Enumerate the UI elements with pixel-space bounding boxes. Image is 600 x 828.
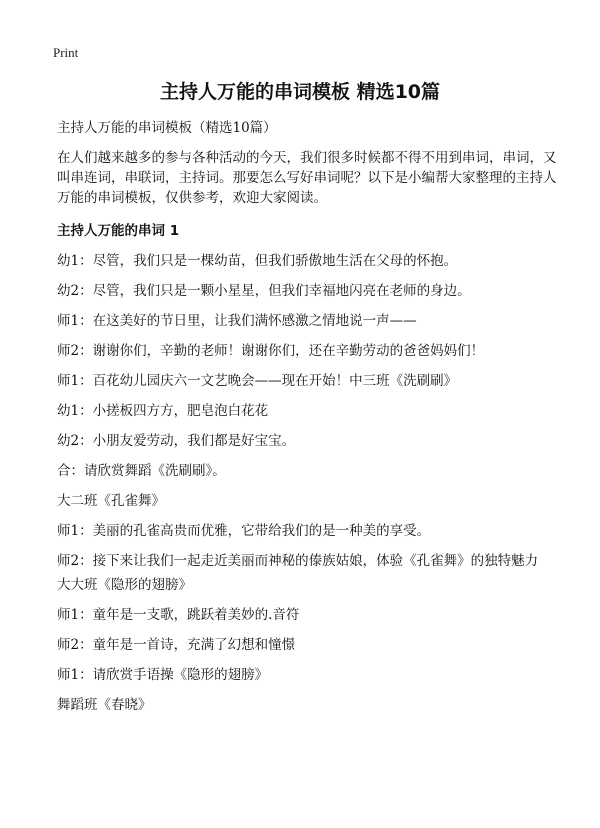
script-line: 合：请欣赏舞蹈《洗刷刷》。 — [57, 463, 226, 479]
script-line: 幼2：尽管，我们只是一颗小星星，但我们幸福地闪亮在老师的身边。 — [57, 283, 471, 299]
script-line: 大二班《孔雀舞》 — [57, 493, 165, 509]
script-line: 师2：童年是一首诗，充满了幻想和憧憬 — [57, 637, 296, 653]
script-line: 幼1：小搓板四方方，肥皂泡白花花 — [57, 403, 269, 419]
page-title: 主持人万能的串词模板 精选10篇 — [159, 81, 441, 103]
document-body — [57, 118, 557, 725]
script-line: 师1：请欣赏手语操《隐形的翅膀》 — [57, 667, 269, 683]
script-line: 大大班《隐形的翅膀》 — [57, 577, 192, 593]
script-line: 师1：童年是一支歌，跳跃着美妙的.音符 — [57, 607, 300, 623]
script-line: 师1：在这美好的节日里，让我们满怀感激之情地说一声—— — [57, 313, 417, 329]
script-line: 幼1：尽管，我们只是一棵幼苗，但我们骄傲地生活在父母的怀抱。 — [57, 253, 458, 269]
section-heading: 主持人万能的串词 1 — [57, 223, 180, 239]
script-line: 舞蹈班《春晓》 — [57, 697, 152, 713]
script-line: 师2：谢谢你们，辛勤的老师！谢谢你们，还在辛勤劳动的爸爸妈妈们！ — [57, 343, 485, 359]
document-subtitle: 主持人万能的串词模板（精选10篇） — [57, 120, 277, 136]
intro-paragraph: 在人们越来越多的参与各种活动的今天，我们很多时候都不得不用到串词，串词，又叫串连词，串联词，主持词。那要怎么写好串词呢？以下是小编帮大家整理的主持人万能的串词模板，仅供参考，欢迎大家阅读。 — [57, 150, 557, 206]
script-line: 幼2：小朋友爱劳动，我们都是好宝宝。 — [57, 433, 296, 449]
print-link[interactable]: Print — [53, 45, 79, 60]
script-line: 师1：美丽的孔雀高贵而优雅，它带给我们的是一种美的享受。 — [57, 523, 431, 539]
script-line: 师1：百花幼儿园庆六一文艺晚会——现在开始！中三班《洗刷刷》 — [57, 373, 458, 389]
script-line: 师2：接下来让我们一起走近美丽而神秘的傣族姑娘，体验《孔雀舞》的独特魅力 — [57, 553, 539, 569]
